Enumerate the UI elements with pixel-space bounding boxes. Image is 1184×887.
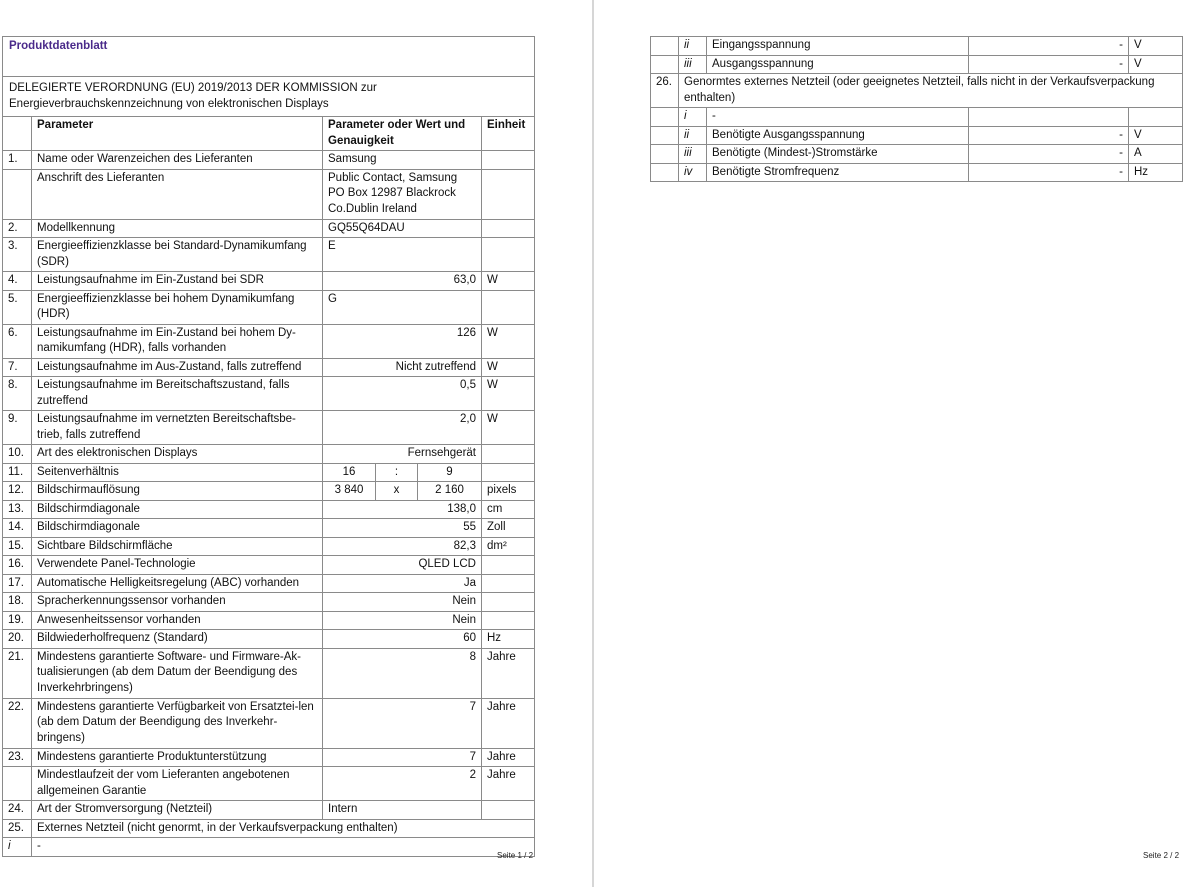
table-row	[3, 630, 535, 649]
value-cell	[969, 108, 1129, 127]
address-line: PO Box 12987 Blackrock	[328, 187, 456, 199]
parameter-cell: Automatische Helligkeitsregelung (ABC) vorhanden	[32, 574, 323, 593]
table-row	[3, 77, 535, 117]
item-number: 24.	[3, 801, 32, 820]
parameter-cell: Anwesenheitssensor vorhanden	[32, 611, 323, 630]
unit-cell: A	[1129, 145, 1183, 164]
unit-cell	[482, 574, 535, 593]
value-separator: :	[376, 463, 418, 482]
unit-cell: Hz	[1129, 163, 1183, 182]
parameter-cell: Verwendete Panel-Technologie	[32, 556, 323, 575]
value-cell: 55	[323, 519, 482, 538]
parameter-cell: Spracherkennungssensor vorhanden	[32, 593, 323, 612]
table-row	[3, 698, 535, 748]
table-row	[651, 74, 1183, 108]
table-row	[3, 219, 535, 238]
page-number: Seite 1 / 2	[497, 851, 534, 860]
value-cell: Samsung	[323, 151, 482, 170]
item-number: 2.	[3, 219, 32, 238]
parameter-cell: Benötigte (Mindest-)Stromstärke	[707, 145, 969, 164]
parameter-cell: Mindestens garantierte Verfügbarkeit von Ersatztei-len (ab dem Datum der Beendigung des Inverkehr-bringens)	[32, 698, 323, 748]
item-number	[3, 767, 32, 801]
parameter-cell: Mindestens garantierte Software- und Firmware-Ak-tualisierungen (ab dem Datum der Beendigung des Inverkehrbringens)	[32, 648, 323, 698]
parameter-cell: -	[707, 108, 969, 127]
table-row	[3, 151, 535, 170]
table-row	[3, 519, 535, 538]
unit-cell: pixels	[482, 482, 535, 501]
item-number: 14.	[3, 519, 32, 538]
indent-cell	[651, 108, 679, 127]
unit-cell: V	[1129, 55, 1183, 74]
indent-cell	[651, 126, 679, 145]
parameter-cell: Art der Stromversorgung (Netzteil)	[32, 801, 323, 820]
page-number: Seite 2 / 2	[1143, 851, 1180, 860]
table-row	[651, 37, 1183, 56]
value-b-cell: 2 160	[418, 482, 482, 501]
address-line: Co.Dublin Ireland	[328, 202, 417, 215]
parameter-cell: Modellkennung	[32, 219, 323, 238]
table-row	[3, 611, 535, 630]
item-number: 15.	[3, 537, 32, 556]
table-row	[3, 272, 535, 291]
indent-cell	[651, 37, 679, 56]
value-cell: 7	[323, 698, 482, 748]
table-row	[3, 482, 535, 501]
sub-item-number: iv	[679, 163, 707, 182]
value-cell: 82,3	[323, 537, 482, 556]
item-number: 22.	[3, 698, 32, 748]
indent-cell	[651, 163, 679, 182]
value-b-cell: 9	[418, 463, 482, 482]
parameter-cell: Mindestens garantierte Produktunterstützung	[32, 748, 323, 767]
value-cell: GQ55Q64DAU	[323, 219, 482, 238]
item-number: 17.	[3, 574, 32, 593]
parameter-cell: Art des elektronischen Displays	[32, 445, 323, 464]
sub-item-number: ii	[679, 126, 707, 145]
table-row	[3, 819, 535, 838]
parameter-cell: Genormtes externes Netzteil (oder geeignetes Netzteil, falls nicht in der Verkaufsverpackung enthalten)	[679, 74, 1183, 108]
table-row	[3, 411, 535, 445]
table-row	[3, 500, 535, 519]
parameter-cell: Bildschirmdiagonale	[32, 519, 323, 538]
table-row	[3, 463, 535, 482]
table-row	[3, 648, 535, 698]
parameter-cell: Leistungsaufnahme im Ein-Zustand bei hohem Dy-namikumfang (HDR), falls vorhanden	[32, 324, 323, 358]
value-a-cell: 16	[323, 463, 376, 482]
item-number: 23.	[3, 748, 32, 767]
table-row	[3, 767, 535, 801]
table-row	[3, 377, 535, 411]
item-number: 7.	[3, 358, 32, 377]
parameter-cell: Bildschirmauflösung	[32, 482, 323, 501]
item-number: 12.	[3, 482, 32, 501]
value-cell: 8	[323, 648, 482, 698]
value-cell: -	[969, 126, 1129, 145]
value-cell: 60	[323, 630, 482, 649]
item-number: 5.	[3, 290, 32, 324]
item-number: 8.	[3, 377, 32, 411]
item-number: 20.	[3, 630, 32, 649]
parameter-cell: Leistungsaufnahme im Aus-Zustand, falls zutreffend	[32, 358, 323, 377]
parameter-cell: Leistungsaufnahme im vernetzten Bereitschaftsbe-trieb, falls zutreffend	[32, 411, 323, 445]
item-number: 1.	[3, 151, 32, 170]
table-row	[651, 55, 1183, 74]
table-row	[3, 117, 535, 151]
item-number: 11.	[3, 463, 32, 482]
parameter-cell: Anschrift des Lieferanten	[32, 169, 323, 219]
value-cell: Intern	[323, 801, 482, 820]
parameter-cell: Benötigte Stromfrequenz	[707, 163, 969, 182]
unit-cell: W	[482, 358, 535, 377]
regulation-text: DELEGIERTE VERORDNUNG (EU) 2019/2013 DER KOMMISSION zur Energieverbrauchskennzeichnung von elektronischen Displays	[3, 77, 535, 117]
parameter-cell: Bildwiederholfrequenz (Standard)	[32, 630, 323, 649]
item-number: 13.	[3, 500, 32, 519]
parameter-cell: Leistungsaufnahme im Ein-Zustand bei SDR	[32, 272, 323, 291]
table-row	[3, 238, 535, 272]
item-number: 26.	[651, 74, 679, 108]
header-unit: Einheit	[482, 117, 535, 151]
parameter-cell: Leistungsaufnahme im Bereitschaftszustand, falls zutreffend	[32, 377, 323, 411]
value-cell: G	[323, 290, 482, 324]
indent-cell	[651, 55, 679, 74]
value-cell: 63,0	[323, 272, 482, 291]
item-number: 9.	[3, 411, 32, 445]
unit-cell: dm²	[482, 537, 535, 556]
table-row	[3, 574, 535, 593]
value-cell: -	[969, 145, 1129, 164]
value-cell: 0,5	[323, 377, 482, 411]
header-parameter: Parameter	[32, 117, 323, 151]
value-cell: 7	[323, 748, 482, 767]
item-number: 3.	[3, 238, 32, 272]
unit-cell	[482, 290, 535, 324]
value-cell: 2,0	[323, 411, 482, 445]
value-separator: x	[376, 482, 418, 501]
value-cell: E	[323, 238, 482, 272]
unit-cell: cm	[482, 500, 535, 519]
unit-cell: Jahre	[482, 698, 535, 748]
table-row	[651, 126, 1183, 145]
table-row	[3, 445, 535, 464]
item-number: 10.	[3, 445, 32, 464]
unit-cell	[482, 593, 535, 612]
document-title: Produktdatenblatt	[3, 37, 535, 77]
sub-item-number: iii	[679, 55, 707, 74]
unit-cell: W	[482, 411, 535, 445]
item-number	[3, 169, 32, 219]
sub-item-number: iii	[679, 145, 707, 164]
table-row	[651, 163, 1183, 182]
sub-item-number: ii	[679, 37, 707, 56]
value-cell: -	[969, 37, 1129, 56]
item-number: 18.	[3, 593, 32, 612]
parameter-cell: Energieeffizienzklasse bei hohem Dynamikumfang (HDR)	[32, 290, 323, 324]
sub-item-number: i	[3, 838, 32, 857]
unit-cell	[482, 611, 535, 630]
unit-cell: Hz	[482, 630, 535, 649]
parameter-cell: Eingangsspannung	[707, 37, 969, 56]
value-cell: -	[969, 163, 1129, 182]
address-line: Public Contact, Samsung	[328, 171, 458, 184]
parameter-cell: Name oder Warenzeichen des Lieferanten	[32, 151, 323, 170]
table-row	[3, 838, 535, 857]
parameter-cell: Seitenverhältnis	[32, 463, 323, 482]
table-row	[3, 801, 535, 820]
item-number: 6.	[3, 324, 32, 358]
value-cell: Nein	[323, 593, 482, 612]
parameter-cell: Benötigte Ausgangsspannung	[707, 126, 969, 145]
unit-cell	[482, 219, 535, 238]
header-value: Parameter oder Wert und Genauigkeit	[323, 117, 482, 151]
table-row	[3, 169, 535, 219]
value-cell: Nein	[323, 611, 482, 630]
unit-cell	[482, 151, 535, 170]
unit-cell	[482, 445, 535, 464]
item-number: 19.	[3, 611, 32, 630]
power-supply-table	[650, 36, 1183, 182]
unit-cell: V	[1129, 126, 1183, 145]
value-cell: 126	[323, 324, 482, 358]
header-number	[3, 117, 32, 151]
unit-cell: Jahre	[482, 648, 535, 698]
parameter-cell: Ausgangsspannung	[707, 55, 969, 74]
value-cell: -	[969, 55, 1129, 74]
parameter-cell: Energieeffizienzklasse bei Standard-Dynamikumfang (SDR)	[32, 238, 323, 272]
value-cell: Fernsehgerät	[323, 445, 482, 464]
table-row	[3, 537, 535, 556]
unit-cell: W	[482, 324, 535, 358]
item-number: 16.	[3, 556, 32, 575]
address-cell	[323, 169, 482, 219]
parameter-cell: Mindestlaufzeit der vom Lieferanten angebotenen allgemeinen Garantie	[32, 767, 323, 801]
value-cell: 2	[323, 767, 482, 801]
unit-cell: V	[1129, 37, 1183, 56]
unit-cell	[482, 238, 535, 272]
table-row	[651, 145, 1183, 164]
table-row	[3, 324, 535, 358]
value-cell: Nicht zutreffend	[323, 358, 482, 377]
table-row	[3, 290, 535, 324]
value-cell: QLED LCD	[323, 556, 482, 575]
value-a-cell: 3 840	[323, 482, 376, 501]
unit-cell	[482, 556, 535, 575]
unit-cell: W	[482, 272, 535, 291]
unit-cell	[482, 463, 535, 482]
product-data-table	[2, 36, 535, 857]
item-number: 21.	[3, 648, 32, 698]
unit-cell: Zoll	[482, 519, 535, 538]
unit-cell	[482, 169, 535, 219]
parameter-cell: Sichtbare Bildschirmfläche	[32, 537, 323, 556]
item-number: 4.	[3, 272, 32, 291]
table-row	[3, 556, 535, 575]
table-row	[3, 748, 535, 767]
table-row	[651, 108, 1183, 127]
parameter-cell: -	[32, 838, 535, 857]
table-row	[3, 358, 535, 377]
page-2	[594, 0, 1184, 887]
item-number: 25.	[3, 819, 32, 838]
unit-cell: Jahre	[482, 767, 535, 801]
value-cell: 138,0	[323, 500, 482, 519]
unit-cell: Jahre	[482, 748, 535, 767]
parameter-cell: Externes Netzteil (nicht genormt, in der Verkaufsverpackung enthalten)	[32, 819, 535, 838]
unit-cell	[1129, 108, 1183, 127]
indent-cell	[651, 145, 679, 164]
sub-item-number: i	[679, 108, 707, 127]
parameter-cell: Bildschirmdiagonale	[32, 500, 323, 519]
table-row	[3, 37, 535, 77]
unit-cell: W	[482, 377, 535, 411]
value-cell: Ja	[323, 574, 482, 593]
table-row	[3, 593, 535, 612]
unit-cell	[482, 801, 535, 820]
